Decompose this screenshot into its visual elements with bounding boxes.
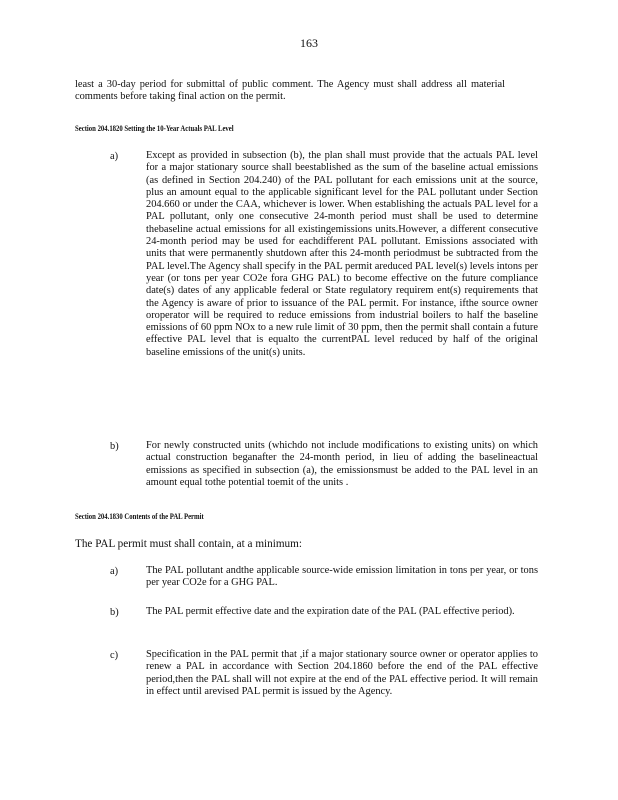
section-1830-item-c: Specification in the PAL permit that ,if a major stationary source owner or operator applies to renew a PAL in accordance with Section 204.1860 before the end of the PAL effective period,then the PAL shall will not expire at the end of the PAL effective period. It will remain in effect until arevised PAL permit is issued by the Agency. [146, 649, 538, 697]
item-label: a) [110, 151, 119, 162]
item-label: c) [110, 650, 119, 661]
section-1820-heading: Section 204.1820 Setting the 10-Year Actuals PAL Level [75, 124, 234, 133]
section-1830-intro: The PAL permit must shall contain, at a minimum: [75, 538, 302, 550]
item-label: b) [110, 607, 119, 618]
section-1820-item-a: Except as provided in subsection (b), the plan shall must provide that the actuals PAL level for a major stationary source shall beestablished as the sum of the baseline actual emissions (as defined in Section 204.240) of the PAL pollutant for each emissions unit at the source, plus an amount equal to the applicable significant level for the PAL pollutant under Section 204.660 or under the CAA, whichever is lower. When establishing the actuals PAL level for a PAL pollutant, only one consecutive 24-month period must shall be used to determine thebaseline actual emissions for all existingemissions units.However, a different consecutive 24-month period may be used for eachdifferent PAL pollutant. Emissions associated with units that were permanently shutdown after this 24-month periodmust be subtracted from the PAL level.The Agency shall specify in the PAL permit areduced PAL level(s) levels intons per year (or tons per year CO2e fora GHG PAL) to become effective on the future compliance date(s) dates of any applicable federal or State regulatory requirem ent(s) requirements that the Agency is aware of prior to issuance of the PAL permit. For instance, ifthe source owner oroperator will be required to reduce emissions from industrial boilers to half the baseline emissions of 60 ppm NOx to a new rule limit of 30 ppm, then the permit shall contain a future effective PAL level that is equalto the currentPAL level reduced by half of the original baseline emissions of the unit(s) units. [146, 150, 538, 358]
section-1830-item-b: The PAL permit effective date and the expiration date of the PAL (PAL effective period). [146, 606, 515, 617]
page-number: 163 [300, 36, 318, 50]
section-1820-item-b: For newly constructed units (whichdo not include modifications to existing units) on which actual construction beganafter the 24-month period, in lieu of adding the baselineactual emissions as specified in subsection (a), the emissionsmust be added to the PAL level in an amount equal tothe potential toemit of the units . [146, 440, 538, 488]
section-1830-heading: Section 204.1830 Contents of the PAL Permit [75, 512, 204, 521]
item-label: b) [110, 441, 119, 452]
item-label: a) [110, 566, 119, 577]
section-1830-item-a: The PAL pollutant andthe applicable source-wide emission limitation in tons per year, or tons per year CO2e for a GHG PAL. [146, 565, 538, 589]
intro-paragraph: least a 30-day period for submittal of public comment. The Agency must shall address all material comments before taking final action on the permit. [75, 79, 505, 103]
